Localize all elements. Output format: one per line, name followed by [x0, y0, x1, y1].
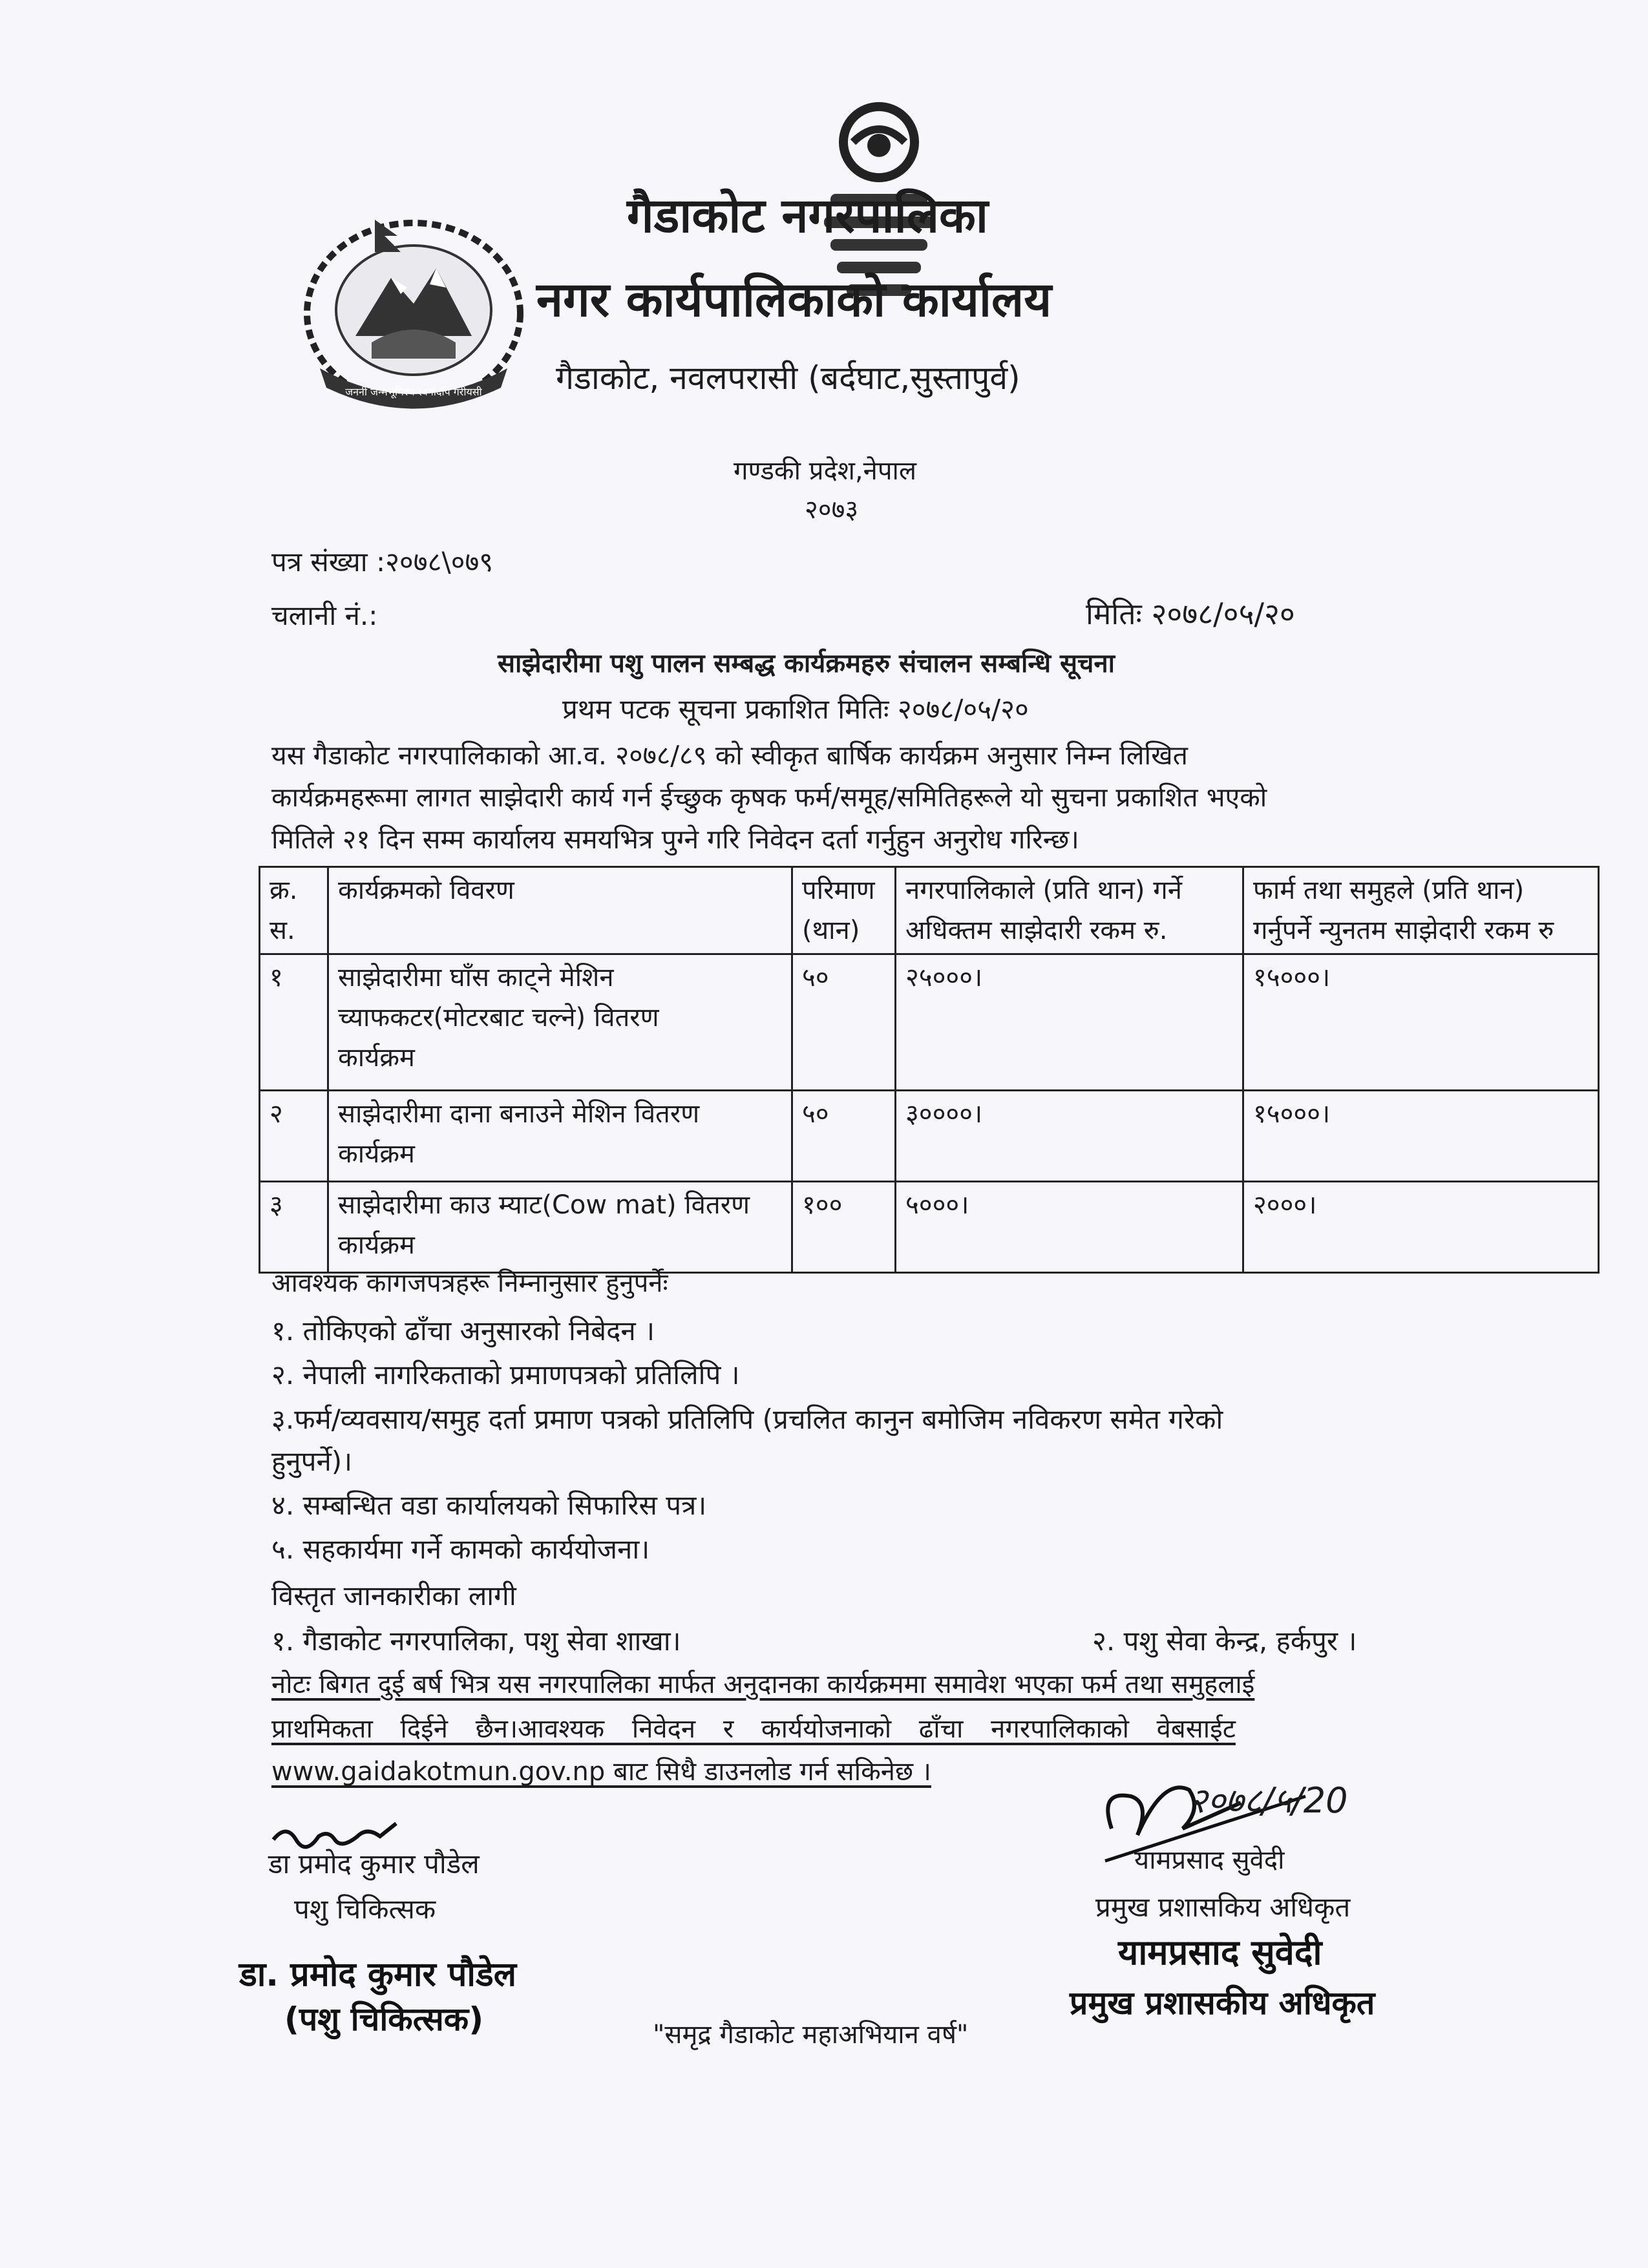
cell-quantity: ५० — [792, 1091, 896, 1182]
notice-subject: साझेदारीमा पशु पालन सम्बद्ध कार्यक्रमहरु संचालन सम्बन्धि सूचना — [498, 649, 1115, 678]
contact-item: १. गैडाकोट नगरपालिका, पशु सेवा शाखा। — [271, 1625, 681, 1657]
table-row — [260, 954, 1599, 1091]
letter-number: पत्र संख्या :२०७८\०७९ — [271, 546, 494, 578]
cell-municipality-share: ५०००। — [896, 1182, 1243, 1273]
published-date: प्रथम पटक सूचना प्रकाशित मितिः २०७८/०५/२० — [562, 693, 1029, 725]
contact-item: २. पशु सेवा केन्द्र, हर्कपुर । — [1092, 1625, 1357, 1657]
cell-sn: १ — [260, 954, 328, 1091]
cell-farm-share: १५०००। — [1243, 954, 1599, 1091]
col-header-description: कार्यक्रमको विवरण — [328, 867, 792, 954]
programs-table — [259, 866, 1600, 1274]
table-row — [260, 1182, 1599, 1273]
col-header-farm-share: फार्म तथा समुहले (प्रति थान) गर्नुपर्ने न्युनतम साझेदारी रकम रु — [1243, 867, 1599, 954]
letter-date: मितिः २०७८/०५/२० — [1086, 596, 1295, 631]
svg-text:जननी जन्मभूमिश्च स्वर्गादपि गर: जननी जन्मभूमिश्च स्वर्गादपि गरीयसी — [345, 386, 482, 398]
right-signatory-name: यामप्रसाद सुवेदी — [1134, 1845, 1285, 1875]
cell-farm-share: २०००। — [1243, 1182, 1599, 1273]
municipality-title: गैडाकोट नगरपालिका — [627, 188, 989, 244]
col-header-municipality-share: नगरपालिकाले (प्रति थान) गर्ने अधिक्तम साझेदारी रकम रु. — [896, 867, 1243, 954]
established-year: २०७३ — [805, 495, 859, 525]
footer-slogan: "समृद्र गैडाकोट महाअभियान वर्ष" — [653, 2020, 969, 2050]
document-item: ४. सम्बन्धित वडा कार्यालयको सिफारिस पत्र। — [271, 1489, 707, 1521]
documents-heading: आवश्यक कागजपत्रहरू निम्नानुसार हुनुपर्नेः — [271, 1268, 668, 1298]
right-stamp-title: प्रमुख प्रशासकीय अधिकृत — [1070, 1984, 1375, 2022]
notice-body-line: कार्यक्रमहरूमा लागत साझेदारी कार्य गर्न ईच्छुक कृषक फर्म/समूह/समितिहरूले यो सुचना प्रकाशित भएको — [271, 782, 1267, 813]
note-line: प्राथमिकता दिईने छैन।आवश्यक निवेदन र कार्ययोजनाको ढाँचा नगरपालिकाको वेबसाईट — [271, 1714, 1236, 1744]
cell-description: साझेदारीमा घाँस काट्ने मेशिन च्याफकटर(मोटरबाट चल्ने) वितरण कार्यक्रम — [328, 954, 792, 1091]
document-item: १. तोकिएको ढाँचा अनुसारको निबेदन । — [271, 1315, 655, 1347]
notice-body-line: यस गैडाकोट नगरपालिकाको आ.व. २०७८/८९ को स्वीकृत बार्षिक कार्यक्रम अनुसार निम्न लिखित — [271, 740, 1188, 771]
document-item: ५. सहकार्यमा गर्ने कामको कार्ययोजना। — [271, 1533, 650, 1565]
col-header-quantity: परिमाण (थान) — [792, 867, 896, 954]
table-header-row — [260, 867, 1599, 954]
nepal-emblem-icon — [294, 207, 533, 414]
dispatch-number: चलानी नं.: — [271, 600, 378, 631]
province-label: गण्डकी प्रदेश,नेपाल — [734, 456, 917, 486]
cell-description: साझेदारीमा दाना बनाउने मेशिन वितरण कार्यक्रम — [328, 1091, 792, 1182]
cell-sn: ३ — [260, 1182, 328, 1273]
contact-heading: विस्तृत जानकारीका लागी — [271, 1580, 516, 1612]
right-handwritten-date: २०७८/५/20 — [1189, 1780, 1348, 1821]
col-header-sn: क्र. स. — [260, 867, 328, 954]
table-row — [260, 1091, 1599, 1182]
office-title: नगर कार्यपालिकाको कार्यालय — [536, 272, 1052, 328]
cell-description: साझेदारीमा काउ म्याट(Cow mat) वितरण कार्यक्रम — [328, 1182, 792, 1273]
left-stamp-title: (पशु चिकित्सक) — [284, 2000, 484, 2038]
left-signatory-name: डा प्रमोद कुमार पौडेल — [268, 1848, 480, 1880]
cell-farm-share: १५०००। — [1243, 1091, 1599, 1182]
cell-municipality-share: २५०००। — [896, 954, 1243, 1091]
cell-quantity: १०० — [792, 1182, 896, 1273]
cell-sn: २ — [260, 1091, 328, 1182]
right-signatory-title: प्रमुख प्रशासकिय अधिकृत — [1095, 1891, 1351, 1923]
note-line: नोटः बिगत दुई बर्ष भित्र यस नगरपालिका मार्फत अनुदानका कार्यक्रममा समावेश भएका फर्म तथा समुहलाई — [271, 1670, 1255, 1699]
notice-body-line: मितिले २१ दिन सम्म कार्यालय समयभित्र पुग्ने गरि निवेदन दर्ता गर्नुहुन अनुरोध गरिन्छ। — [271, 824, 1079, 855]
document-item: ३.फर्म/व्यवसाय/समुह दर्ता प्रमाण पत्रको प्रतिलिपि (प्रचलित कानुन बमोजिम नविकरण समेत गरेको — [271, 1403, 1223, 1435]
right-stamp-name: यामप्रसाद सुवेदी — [1118, 1932, 1322, 1973]
document-item: हुनुपर्ने)। — [271, 1445, 353, 1477]
cell-municipality-share: ३००००। — [896, 1091, 1243, 1182]
left-stamp-name: डा. प्रमोद कुमार पौडेल — [239, 1955, 516, 1994]
cell-quantity: ५० — [792, 954, 896, 1091]
office-address: गैडाकोट, नवलपरासी (बर्दघाट,सुस्तापुर्व) — [556, 359, 1020, 397]
website-link[interactable]: www.gaidakotmun.gov.np बाट सिधै डाउनलोड गर्न सकिनेछ । — [271, 1757, 931, 1787]
document-item: २. नेपाली नागरिकताको प्रमाणपत्रको प्रतिलिपि । — [271, 1359, 740, 1391]
left-signatory-title: पशु चिकित्सक — [294, 1893, 436, 1925]
